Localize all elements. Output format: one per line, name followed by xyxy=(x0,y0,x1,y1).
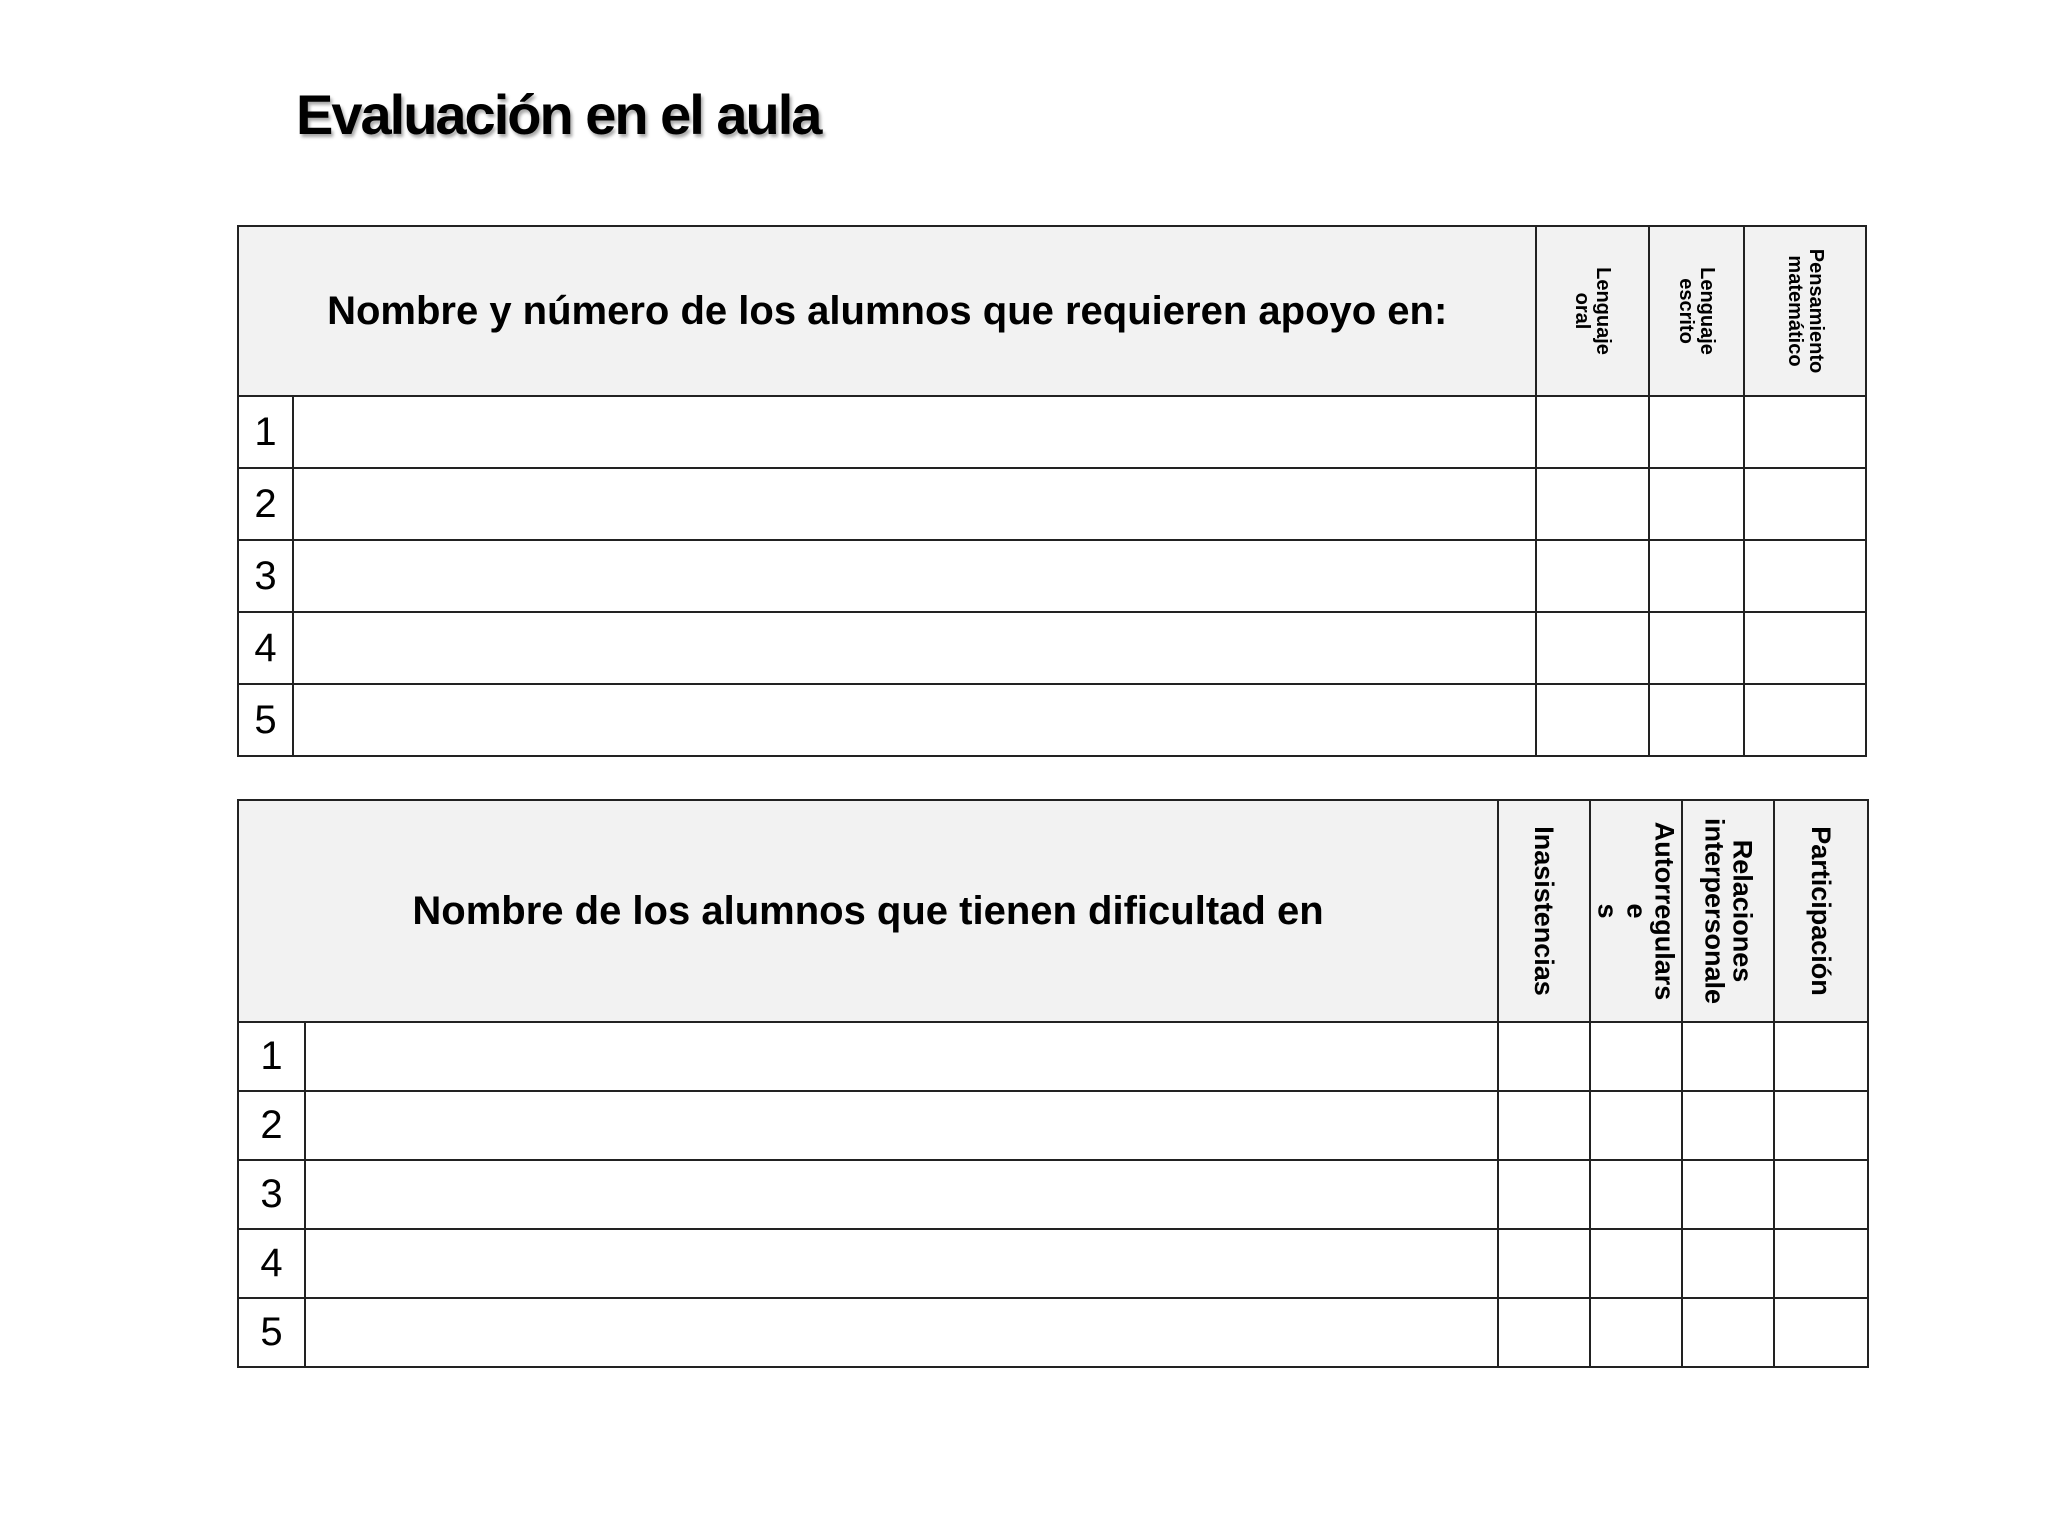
row-number: 4 xyxy=(238,612,293,684)
table-row xyxy=(238,540,1866,612)
row-number: 3 xyxy=(238,1160,305,1229)
table-row xyxy=(238,1091,1868,1160)
mark-cell[interactable] xyxy=(1774,1229,1868,1298)
column-header-lenguaje-oral: Lenguaje oral xyxy=(1536,226,1648,396)
student-name-cell[interactable] xyxy=(293,540,1536,612)
mark-cell[interactable] xyxy=(1498,1091,1590,1160)
mark-cell[interactable] xyxy=(1590,1022,1682,1091)
mark-cell[interactable] xyxy=(1649,468,1744,540)
student-name-cell[interactable] xyxy=(305,1091,1498,1160)
mark-cell[interactable] xyxy=(1536,396,1648,468)
mark-cell[interactable] xyxy=(1649,684,1744,756)
mark-cell[interactable] xyxy=(1744,468,1866,540)
mark-cell[interactable] xyxy=(1498,1229,1590,1298)
mark-cell[interactable] xyxy=(1536,468,1648,540)
table1-header: Nombre y número de los alumnos que requieren apoyo en: xyxy=(238,226,1536,396)
student-name-cell[interactable] xyxy=(305,1160,1498,1229)
mark-cell[interactable] xyxy=(1536,612,1648,684)
student-name-cell[interactable] xyxy=(293,684,1536,756)
table2-header: Nombre de los alumnos que tienen dificultad en xyxy=(238,800,1498,1022)
row-number: 4 xyxy=(238,1229,305,1298)
table-row xyxy=(238,684,1866,756)
mark-cell[interactable] xyxy=(1774,1160,1868,1229)
table-row xyxy=(238,468,1866,540)
mark-cell[interactable] xyxy=(1682,1160,1774,1229)
mark-cell[interactable] xyxy=(1536,684,1648,756)
mark-cell[interactable] xyxy=(1744,396,1866,468)
mark-cell[interactable] xyxy=(1590,1091,1682,1160)
table-row xyxy=(238,612,1866,684)
student-name-cell[interactable] xyxy=(293,468,1536,540)
table-row xyxy=(238,1229,1868,1298)
student-name-cell[interactable] xyxy=(293,396,1536,468)
column-header-autorregulares: Autorregulars e s xyxy=(1590,800,1682,1022)
column-header-inasistencias: Inasistencias xyxy=(1498,800,1590,1022)
column-header-pensamiento-matematico: Pensamiento matemático xyxy=(1744,226,1866,396)
student-name-cell[interactable] xyxy=(305,1229,1498,1298)
mark-cell[interactable] xyxy=(1682,1022,1774,1091)
mark-cell[interactable] xyxy=(1649,396,1744,468)
table-row xyxy=(238,1022,1868,1091)
table-row xyxy=(238,1160,1868,1229)
row-number: 5 xyxy=(238,1298,305,1367)
mark-cell[interactable] xyxy=(1774,1022,1868,1091)
support-needs-table xyxy=(237,225,1867,757)
row-number: 1 xyxy=(238,396,293,468)
mark-cell[interactable] xyxy=(1649,540,1744,612)
student-name-cell[interactable] xyxy=(293,612,1536,684)
mark-cell[interactable] xyxy=(1649,612,1744,684)
row-number: 2 xyxy=(238,1091,305,1160)
mark-cell[interactable] xyxy=(1744,684,1866,756)
mark-cell[interactable] xyxy=(1498,1298,1590,1367)
mark-cell[interactable] xyxy=(1682,1091,1774,1160)
student-name-cell[interactable] xyxy=(305,1022,1498,1091)
mark-cell[interactable] xyxy=(1498,1160,1590,1229)
mark-cell[interactable] xyxy=(1590,1229,1682,1298)
mark-cell[interactable] xyxy=(1682,1298,1774,1367)
page-title: Evaluación en el aula xyxy=(296,83,821,146)
row-number: 3 xyxy=(238,540,293,612)
column-header-lenguaje-escrito: Lenguaje escrito xyxy=(1649,226,1744,396)
table-row xyxy=(238,1298,1868,1367)
mark-cell[interactable] xyxy=(1744,540,1866,612)
mark-cell[interactable] xyxy=(1682,1229,1774,1298)
mark-cell[interactable] xyxy=(1498,1022,1590,1091)
mark-cell[interactable] xyxy=(1774,1091,1868,1160)
row-number: 2 xyxy=(238,468,293,540)
column-header-relaciones-interpersonales: Relaciones interpersonale xyxy=(1682,800,1774,1022)
table-row xyxy=(238,396,1866,468)
column-header-participacion: Participación xyxy=(1774,800,1868,1022)
mark-cell[interactable] xyxy=(1744,612,1866,684)
row-number: 1 xyxy=(238,1022,305,1091)
student-name-cell[interactable] xyxy=(305,1298,1498,1367)
mark-cell[interactable] xyxy=(1536,540,1648,612)
mark-cell[interactable] xyxy=(1590,1298,1682,1367)
row-number: 5 xyxy=(238,684,293,756)
difficulty-table xyxy=(237,799,1869,1368)
mark-cell[interactable] xyxy=(1590,1160,1682,1229)
mark-cell[interactable] xyxy=(1774,1298,1868,1367)
